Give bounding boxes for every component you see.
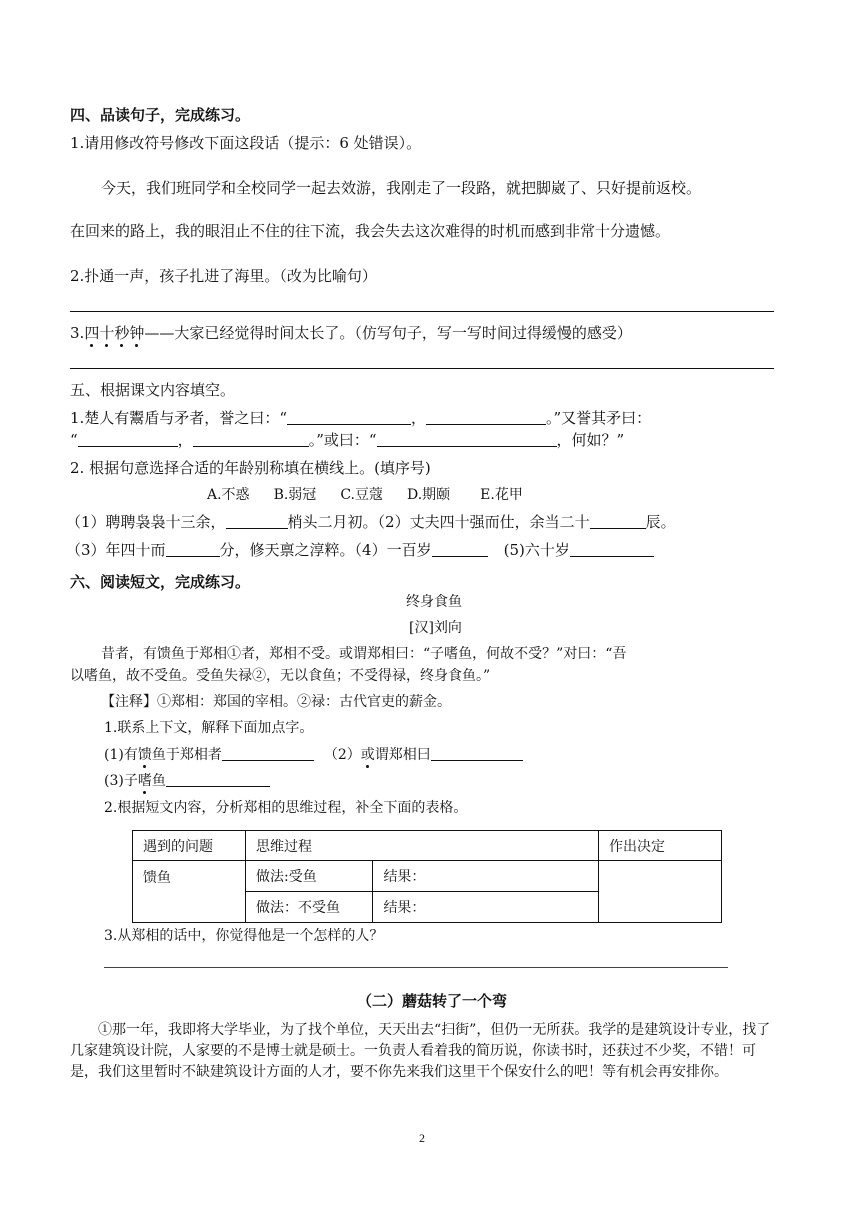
s6-question-1: 1.联系上下文，解释下面加点字。 bbox=[104, 720, 314, 736]
age-options: A.不惑 B.弱冠 C.豆蔻 D.期颐 E.花甲 bbox=[207, 487, 523, 503]
fill-blank[interactable] bbox=[432, 542, 488, 557]
table-cell-problem: 馈鱼 bbox=[133, 861, 246, 923]
fill-blank[interactable] bbox=[287, 410, 411, 425]
page-number: 2 bbox=[419, 1131, 425, 1145]
fill-blank[interactable] bbox=[166, 772, 270, 787]
answer-line[interactable] bbox=[104, 967, 728, 968]
passage-line-1: 昔者，有馈鱼于郑相①者，郑相不受。或谓郑相曰：“子嗜鱼，何故不受？”对曰：“吾 bbox=[101, 646, 627, 662]
story-title: （二）蘑菇转了一个弯 bbox=[357, 992, 508, 1010]
section-5-heading: 五、根据课文内容填空。 bbox=[70, 381, 236, 399]
fill-blank[interactable] bbox=[377, 432, 557, 447]
s4-question-1: 1.请用修改符号修改下面这段话（提示：6 处错误）。 bbox=[70, 134, 422, 152]
section-4-heading: 四、品读句子，完成练习。 bbox=[70, 106, 251, 124]
s6-question-2: 2.根据短文内容，分析郑相的思维过程，补全下面的表格。 bbox=[104, 800, 468, 816]
s5-question-1-line-1: 1.楚人有鬻盾与矛者，誉之曰：“ ， 。”又誉其矛曰： bbox=[70, 409, 652, 427]
s4-question-2: 2.扑通一声，孩子扎进了海里。（改为比喻句） bbox=[70, 267, 377, 285]
passage-note: 【注释】①郑相：郑国的宰相。②禄：古代官吏的薪金。 bbox=[101, 694, 451, 710]
s5-fill-row-2: （3）年四十而 分，修天禀之淳粹。（4）一百岁 (5)六十岁 bbox=[66, 540, 654, 560]
table-cell-result-1[interactable]: 结果： bbox=[373, 861, 599, 892]
story-paragraph: ①那一年，我即将大学毕业，为了找个单位，天天出去“扫街”，但仍一无所获。我学的是建筑设计专业，找了几家建筑设计院，人家要的不是博士就是硕士。一负责人看着我的简历说，你读书时，还获过不少奖，不错！可是，我们这里暂时不缺建筑设计方面的人才，要不你先来我们这里干个保安什么的吧！等有机会再安排你。 bbox=[70, 1022, 771, 1080]
answer-line[interactable] bbox=[70, 311, 774, 312]
thinking-process-table bbox=[132, 830, 722, 923]
table-header-problem: 遇到的问题 bbox=[133, 831, 246, 861]
table-header-process: 思维过程 bbox=[246, 831, 599, 861]
passage-author: [汉]刘向 bbox=[409, 620, 462, 636]
s5-question-1-line-2: “ ， 。”或曰：“ ，何如？” bbox=[70, 431, 625, 449]
passage-title: 终身食鱼 bbox=[406, 594, 462, 610]
s6-question-1a: (1)有馈鱼于郑相者 （2）或谓郑相曰 bbox=[104, 746, 523, 765]
passage-line-2: 以嗜鱼，故不受鱼。受鱼失禄②，无以食鱼；不受得禄，终身食鱼。” bbox=[70, 668, 491, 684]
s6-question-3: 3.从郑相的话中，你觉得他是一个怎样的人？ bbox=[104, 928, 384, 944]
fill-blank[interactable] bbox=[431, 746, 523, 761]
table-cell-result-2[interactable]: 结果： bbox=[373, 892, 599, 923]
table-cell-way-1: 做法:受鱼 bbox=[246, 861, 373, 892]
fill-blank[interactable] bbox=[222, 746, 314, 761]
table-cell-way-2: 做法：不受鱼 bbox=[246, 892, 373, 923]
fill-blank[interactable] bbox=[78, 432, 178, 447]
fill-blank[interactable] bbox=[166, 542, 220, 557]
table-cell-decision[interactable] bbox=[599, 861, 722, 923]
fill-blank[interactable] bbox=[193, 432, 309, 447]
fill-blank[interactable] bbox=[590, 514, 646, 529]
fill-blank[interactable] bbox=[226, 514, 288, 529]
table-header-decision: 作出决定 bbox=[599, 831, 722, 861]
s5-fill-row-1: （1）聘聘袅袅十三余， 梢头二月初。（2）丈夫四十强而仕，余当二十 辰。 bbox=[66, 513, 676, 531]
s4-question-3: 3.四十秒钟——大家已经觉得时间太长了。（仿写句子，写一写时间过得缓慢的感受） bbox=[70, 324, 632, 342]
s5-question-2: 2. 根据句意选择合适的年龄别称填在横线上。(填序号) bbox=[70, 459, 431, 477]
s4-passage-line-2: 在回来的路上，我的眼泪止不住的往下流，我会失去这次难得的时机而感到非常十分遗憾。 bbox=[70, 222, 671, 240]
s6-question-1c: (3)子嗜鱼 bbox=[104, 772, 270, 791]
fill-blank[interactable] bbox=[570, 542, 654, 557]
s4-passage-line-1: 今天，我们班同学和全校同学一起去效游，我刚走了一段路，就把脚崴了、只好提前返校。 bbox=[101, 179, 702, 197]
fill-blank[interactable] bbox=[426, 410, 546, 425]
answer-line[interactable] bbox=[70, 368, 774, 369]
section-6-heading: 六、阅读短文，完成练习。 bbox=[70, 573, 251, 591]
